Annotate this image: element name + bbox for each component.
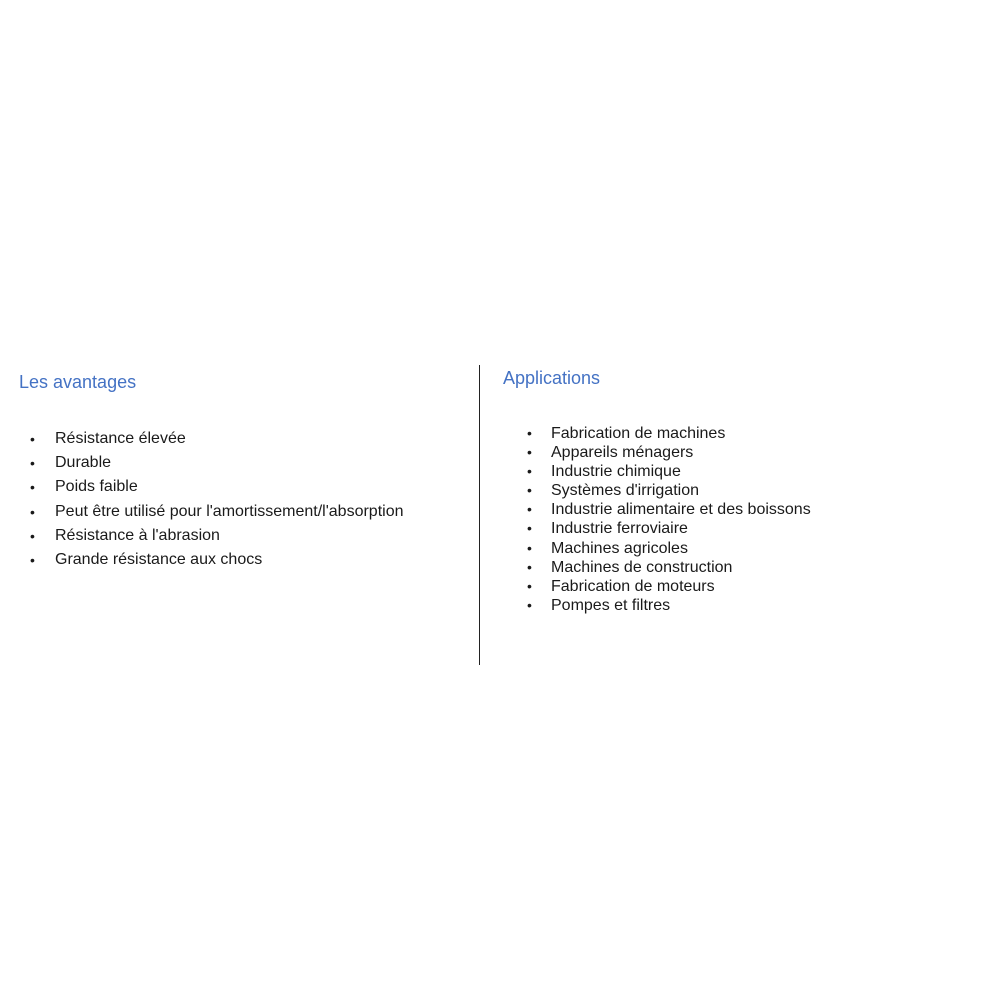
list-item <box>503 519 973 538</box>
list-item <box>503 424 973 443</box>
list-item-label: Résistance élevée <box>55 430 186 447</box>
advantages-column <box>19 370 459 572</box>
list-item-label: Machines de construction <box>551 558 733 576</box>
list-item <box>19 500 459 524</box>
list-item-label: Pompes et filtres <box>551 596 671 614</box>
list-item <box>503 596 973 615</box>
advantages-heading: Les avantages <box>19 372 137 392</box>
list-item <box>503 539 973 558</box>
list-item <box>503 481 973 500</box>
bullet-icon: • <box>30 503 35 520</box>
applications-list <box>503 424 973 615</box>
bullet-icon: • <box>527 501 532 518</box>
list-item-label: Durable <box>55 454 112 472</box>
list-item-label: Poids faible <box>55 478 138 496</box>
list-item <box>503 462 973 481</box>
column-divider <box>479 365 480 665</box>
list-item <box>503 500 973 519</box>
list-item-label: Industrie chimique <box>551 463 681 481</box>
list-item <box>19 548 459 572</box>
bullet-icon: • <box>527 463 532 480</box>
bullet-icon: • <box>30 455 35 472</box>
list-item <box>19 475 459 499</box>
list-item <box>19 427 459 451</box>
bullet-icon: • <box>527 425 532 441</box>
bullet-icon: • <box>527 596 532 613</box>
applications-heading: Applications <box>503 368 601 388</box>
bullet-icon: • <box>527 482 532 499</box>
list-item <box>503 577 973 596</box>
bullet-icon: • <box>30 552 35 569</box>
list-item <box>503 558 973 577</box>
list-item-label: Machines agricoles <box>551 539 688 557</box>
bullet-icon: • <box>527 539 532 556</box>
list-item-label: Peut être utilisé pour l'amortissement/l'absorption <box>55 502 404 520</box>
list-item-label: Industrie alimentaire et des boissons <box>551 501 811 519</box>
applications-column <box>503 366 973 615</box>
advantages-list <box>19 427 459 572</box>
bullet-icon: • <box>30 527 35 544</box>
list-item <box>19 451 459 475</box>
list-item <box>19 524 459 548</box>
list-item-label: Appareils ménagers <box>551 444 694 462</box>
list-item-label: Industrie ferroviaire <box>551 520 688 538</box>
list-item-label: Grande résistance aux chocs <box>55 551 263 569</box>
bullet-icon: • <box>30 431 35 447</box>
list-item <box>503 443 973 462</box>
bullet-icon: • <box>527 444 532 461</box>
list-item-label: Fabrication de machines <box>551 425 726 442</box>
bullet-icon: • <box>527 558 532 575</box>
list-item-label: Systèmes d'irrigation <box>551 482 699 500</box>
bullet-icon: • <box>527 520 532 537</box>
bullet-icon: • <box>30 479 35 496</box>
list-item-label: Fabrication de moteurs <box>551 577 715 595</box>
list-item-label: Résistance à l'abrasion <box>55 526 220 544</box>
bullet-icon: • <box>527 577 532 594</box>
